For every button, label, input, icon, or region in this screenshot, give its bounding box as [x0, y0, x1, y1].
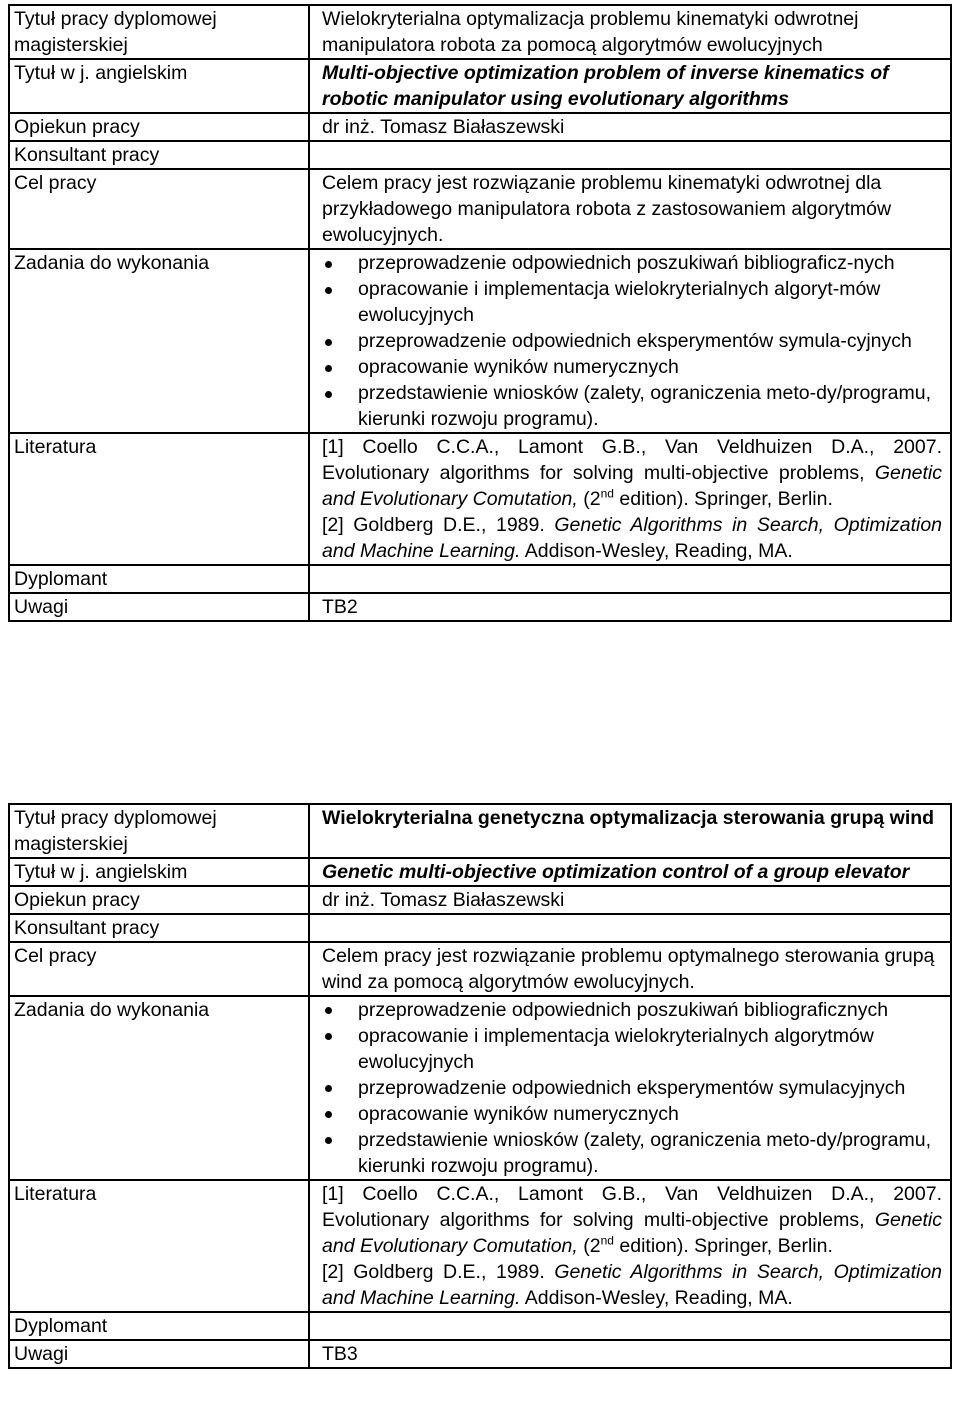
- task-text: przedstawienie wniosków (zalety, ograniczenia meto-dy/programu, kierunki rozwoju programu).: [358, 1129, 931, 1177]
- label-notes: Uwagi: [9, 593, 309, 621]
- bullet-icon: [325, 339, 332, 346]
- list-item: [322, 1101, 942, 1127]
- bullet-icon: [325, 1137, 332, 1144]
- value-notes: TB2: [309, 593, 951, 621]
- bullet-icon: [325, 261, 332, 268]
- ref1-edition-post: edition). Springer, Berlin.: [619, 488, 833, 510]
- label-tasks: Zadania do wykonania: [9, 249, 309, 433]
- row-supervisor: [9, 886, 951, 914]
- ref1-book: Genetic and Evolutionary Comutation,: [322, 1209, 943, 1257]
- list-item: [322, 1023, 942, 1075]
- list-item: [322, 250, 942, 276]
- label-graduate: Dyplomant: [9, 565, 309, 593]
- label-title-en: Tytuł w j. angielskim: [9, 858, 309, 886]
- row-literature: [9, 433, 951, 565]
- label-literature: Literatura: [9, 1180, 309, 1312]
- reference-2: [322, 1259, 942, 1311]
- list-item: [322, 1075, 942, 1101]
- value-consultant: [309, 914, 951, 942]
- row-consultant: [9, 914, 951, 942]
- reference-1: [322, 434, 942, 512]
- list-item: [322, 354, 942, 380]
- value-goal: Celem pracy jest rozwiązanie problemu kinematyki odwrotnej dla przykładowego manipulatora robota z zastosowaniem algorytmów ewolucyjnych.: [309, 169, 951, 249]
- ref1-authors: [1] Coello C.C.A., Lamont G.B., Van Veldhuizen D.A., 2007. Evolutionary algorithms for solving multi-objective problems,: [322, 1183, 942, 1231]
- reference-1: [322, 1181, 942, 1259]
- label-tasks: Zadania do wykonania: [9, 996, 309, 1180]
- row-title-en: [9, 858, 951, 886]
- label-goal: Cel pracy: [9, 942, 309, 996]
- thesis-table-1: [8, 4, 952, 622]
- row-graduate: [9, 565, 951, 593]
- value-title-pl: Wielokryterialna optymalizacja problemu kinematyki odwrotnej manipulatora robota za pomocą algorytmów ewolucyjnych: [309, 5, 951, 59]
- ref1-edition-post: edition). Springer, Berlin.: [619, 1235, 833, 1257]
- ref1-book: Genetic and Evolutionary Comutation,: [322, 462, 943, 510]
- value-tasks: [309, 249, 951, 433]
- row-supervisor: [9, 113, 951, 141]
- ref2-authors: [2] Goldberg D.E., 1989.: [322, 514, 545, 536]
- ref1-edition-pre: (2: [583, 488, 601, 510]
- label-title-pl: Tytuł pracy dyplomowej magisterskiej: [9, 804, 309, 858]
- task-list: [322, 997, 942, 1179]
- ref2-title: Genetic Algorithms in Search, Optimization and Machine Learning.: [322, 1261, 943, 1309]
- reference-2: [322, 512, 942, 564]
- row-graduate: [9, 1312, 951, 1340]
- row-goal: [9, 942, 951, 996]
- value-notes: TB3: [309, 1340, 951, 1368]
- bullet-icon: [325, 365, 332, 372]
- label-supervisor: Opiekun pracy: [9, 886, 309, 914]
- value-supervisor: dr inż. Tomasz Białaszewski: [309, 886, 951, 914]
- row-consultant: [9, 141, 951, 169]
- row-notes: [9, 1340, 951, 1368]
- value-graduate: [309, 1312, 951, 1340]
- task-text: opracowanie wyników numerycznych: [358, 1103, 679, 1125]
- label-consultant: Konsultant pracy: [9, 914, 309, 942]
- bullet-icon: [325, 1033, 332, 1040]
- task-text: przedstawienie wniosków (zalety, ograniczenia meto-dy/programu, kierunki rozwoju programu).: [358, 382, 931, 430]
- bullet-icon: [325, 287, 332, 294]
- task-list: [322, 250, 942, 432]
- row-goal: [9, 169, 951, 249]
- task-text: przeprowadzenie odpowiednich poszukiwań bibliograficz-nych: [358, 252, 895, 274]
- list-item: [322, 328, 942, 354]
- list-item: [322, 997, 942, 1023]
- ref2-authors: [2] Goldberg D.E., 1989.: [322, 1261, 545, 1283]
- value-title-en: Genetic multi-objective optimization control of a group elevator: [309, 858, 951, 886]
- row-title-pl: [9, 5, 951, 59]
- ref2-title: Genetic Algorithms in Search, Optimization and Machine Learning.: [322, 514, 943, 562]
- value-title-en: Multi-objective optimization problem of inverse kinematics of robotic manipulator using evolutionary algorithms: [309, 59, 951, 113]
- task-text: przeprowadzenie odpowiednich poszukiwań bibliograficznych: [358, 999, 889, 1021]
- ref1-edition-sup: nd: [600, 486, 614, 501]
- list-item: [322, 380, 942, 432]
- label-title-en: Tytuł w j. angielskim: [9, 59, 309, 113]
- bullet-icon: [325, 1111, 332, 1118]
- value-supervisor: dr inż. Tomasz Białaszewski: [309, 113, 951, 141]
- label-title-pl: Tytuł pracy dyplomowej magisterskiej: [9, 5, 309, 59]
- value-literature: [309, 433, 951, 565]
- value-tasks: [309, 996, 951, 1180]
- value-title-pl: Wielokryterialna genetyczna optymalizacja sterowania grupą wind: [309, 804, 951, 858]
- list-item: [322, 1127, 942, 1179]
- label-supervisor: Opiekun pracy: [9, 113, 309, 141]
- value-literature: [309, 1180, 951, 1312]
- row-notes: [9, 593, 951, 621]
- label-notes: Uwagi: [9, 1340, 309, 1368]
- value-consultant: [309, 141, 951, 169]
- label-consultant: Konsultant pracy: [9, 141, 309, 169]
- task-text: opracowanie wyników numerycznych: [358, 356, 679, 378]
- bullet-icon: [325, 391, 332, 398]
- row-title-en: [9, 59, 951, 113]
- list-item: [322, 276, 942, 328]
- row-literature: [9, 1180, 951, 1312]
- value-goal: Celem pracy jest rozwiązanie problemu optymalnego sterowania grupą wind za pomocą algorytmów ewolucyjnych.: [309, 942, 951, 996]
- row-title-pl: [9, 804, 951, 858]
- bullet-icon: [325, 1085, 332, 1092]
- ref2-publisher: Addison-Wesley, Reading, MA.: [524, 1287, 793, 1309]
- value-graduate: [309, 565, 951, 593]
- task-text: przeprowadzenie odpowiednich eksperymentów symula-cyjnych: [358, 330, 912, 352]
- task-text: przeprowadzenie odpowiednich eksperymentów symulacyjnych: [358, 1077, 906, 1099]
- task-text: opracowanie i implementacja wielokryterialnych algoryt-mów ewolucyjnych: [358, 278, 881, 326]
- label-literature: Literatura: [9, 433, 309, 565]
- ref1-edition-pre: (2: [583, 1235, 601, 1257]
- row-tasks: [9, 996, 951, 1180]
- ref1-authors: [1] Coello C.C.A., Lamont G.B., Van Veldhuizen D.A., 2007. Evolutionary algorithms for solving multi-objective problems,: [322, 436, 942, 484]
- task-text: opracowanie i implementacja wielokryterialnych algorytmów ewolucyjnych: [358, 1025, 874, 1073]
- thesis-table-2: [8, 803, 952, 1369]
- bullet-icon: [325, 1007, 332, 1014]
- label-goal: Cel pracy: [9, 169, 309, 249]
- ref2-publisher: Addison-Wesley, Reading, MA.: [524, 540, 793, 562]
- row-tasks: [9, 249, 951, 433]
- ref1-edition-sup: nd: [600, 1233, 614, 1248]
- label-graduate: Dyplomant: [9, 1312, 309, 1340]
